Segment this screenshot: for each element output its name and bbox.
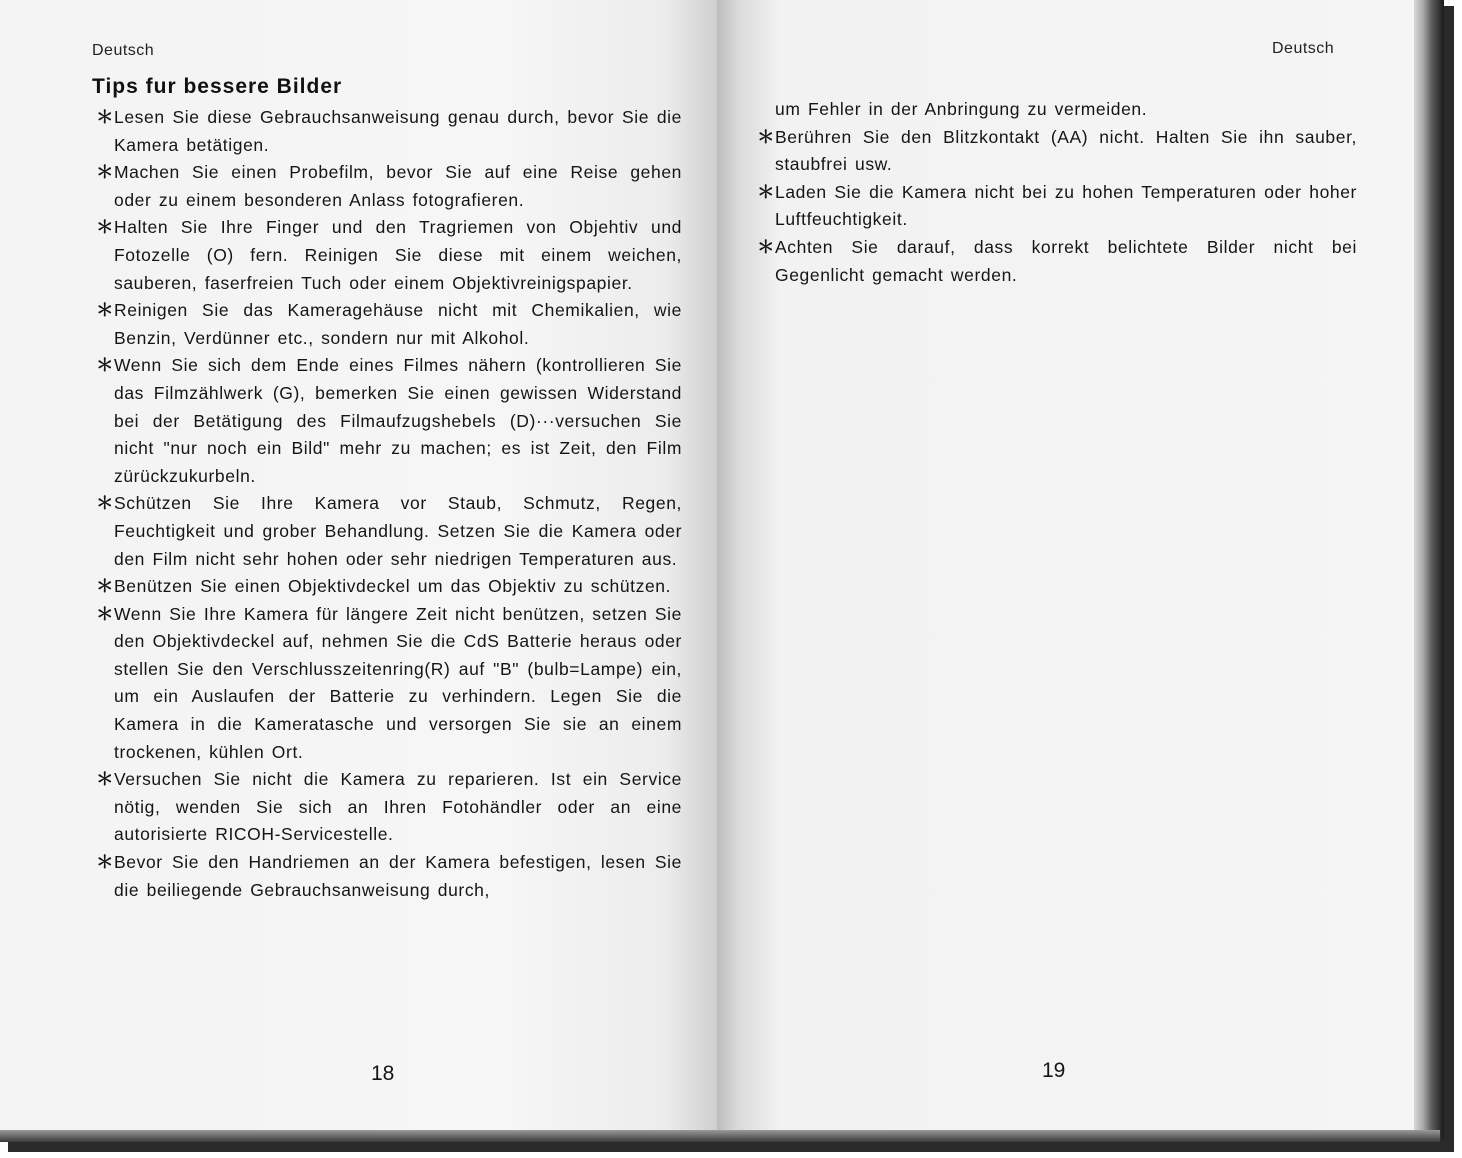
book-page-edges <box>1414 0 1444 1138</box>
tip-continuation <box>757 96 1357 124</box>
tip-item <box>757 179 1357 234</box>
tip-item <box>96 601 682 767</box>
tip-text: Versuchen Sie nicht die Kamera zu reparieren. Ist ein Service nötig, wenden Sie sich an Ihren Fotohändler oder an eine autorisierte RICOH-Servicestelle. <box>114 769 682 845</box>
bullet-star: ＊ <box>757 126 776 147</box>
book-bottom-edge <box>0 1130 1440 1142</box>
language-label: Deutsch <box>92 42 155 59</box>
bullet-star: ＊ <box>757 236 776 257</box>
bullet-star: ＊ <box>96 355 115 376</box>
tip-item <box>96 352 682 490</box>
tip-text: Bevor Sie den Handriemen an der Kamera befestigen, lesen Sie die beiliegende Gebrauchsanweisung durch, <box>114 852 682 900</box>
tip-item <box>757 124 1357 179</box>
tip-text: Machen Sie einen Probefilm, bevor Sie auf eine Reise gehen oder zu einem besonderen Anlass fotografieren. <box>114 162 682 210</box>
bullet-star: ＊ <box>96 493 115 514</box>
tip-item <box>96 214 682 297</box>
bullet-star: ＊ <box>96 603 115 624</box>
tip-item <box>96 766 682 849</box>
tips-list <box>96 104 682 904</box>
bullet-star: ＊ <box>96 852 115 873</box>
bullet-star: ＊ <box>96 162 115 183</box>
tip-text: Lesen Sie diese Gebrauchsanweisung genau durch, bevor Sie die Kamera betätigen. <box>114 107 682 155</box>
page-number: 19 <box>1042 1059 1066 1082</box>
tip-text: Laden Sie die Kamera nicht bei zu hohen Temperaturen oder hoher Luftfeuchtigkeit. <box>775 181 1357 230</box>
bullet-star: ＊ <box>96 217 115 238</box>
tip-item <box>96 297 682 352</box>
bullet-star: ＊ <box>757 181 776 202</box>
bullet-star: ＊ <box>96 576 115 597</box>
bullet-star: ＊ <box>96 300 115 321</box>
bullet-star: ＊ <box>96 107 115 127</box>
page-number: 18 <box>371 1062 395 1085</box>
section-title: Tips fur bessere Bilder <box>92 75 343 98</box>
tip-item <box>96 849 682 904</box>
tip-item <box>757 234 1357 289</box>
tip-text: Wenn Sie sich dem Ende eines Filmes nähern (kontrollieren Sie das Filmzählwerk (G), bemerken Sie einen gewissen Widerstand bei der Betätigung des Filmaufzugshebels (D)···versuchen Sie nicht "nur noch ein Bild" mehr zu machen; es ist Zeit, den Film zürückzukurbeln. <box>114 355 682 486</box>
tip-text: Benützen Sie einen Objektivdeckel um das Objektiv zu schützen. <box>114 576 672 597</box>
tip-item <box>96 159 682 214</box>
bullet-star: ＊ <box>96 769 115 790</box>
tip-text: Wenn Sie Ihre Kamera für längere Zeit nicht benützen, setzen Sie den Objektivdeckel auf, nehmen Sie die CdS Batterie heraus oder stellen Sie den Verschlusszeitenring(R) auf "B" (bulb=Lampe) ein, um ein Auslaufen der Batterie zu verhindern. Legen Sie die Kamera in die Kameratasche und versorgen Sie sie an einem trockenen, kühlen Ort. <box>114 603 682 762</box>
tip-text: Achten Sie darauf, dass korrekt belichtete Bilder nicht bei Gegenlicht gemacht werden. <box>775 236 1357 285</box>
tip-item <box>96 104 682 159</box>
left-page <box>0 0 717 1136</box>
tip-item <box>96 490 682 573</box>
tip-text: um Fehler in der Anbringung zu vermeiden. <box>775 99 1148 119</box>
right-page <box>717 0 1414 1136</box>
language-label: Deutsch <box>1272 40 1335 57</box>
tips-list <box>757 96 1357 289</box>
tip-text: Berühren Sie den Blitzkontakt (AA) nicht. Halten Sie ihn sauber, staubfrei usw. <box>775 126 1357 175</box>
tip-text: Schützen Sie Ihre Kamera vor Staub, Schmutz, Regen, Feuchtigkeit und grober Behandlung. Setzen Sie die Kamera oder den Film nicht sehr hohen oder sehr niedrigen Temperaturen aus. <box>114 493 682 569</box>
tip-text: Reinigen Sie das Kameragehäuse nicht mit Chemikalien, wie Benzin, Verdünner etc., sondern nur mit Alkohol. <box>114 300 682 348</box>
tip-text: Halten Sie Ihre Finger und den Tragriemen von Objehtiv und Fotozelle (O) fern. Reinigen Sie diese mit einem weichen, sauberen, faserfreien Tuch oder einem Objektivreinigspapier. <box>114 217 682 293</box>
tip-item <box>96 573 682 601</box>
